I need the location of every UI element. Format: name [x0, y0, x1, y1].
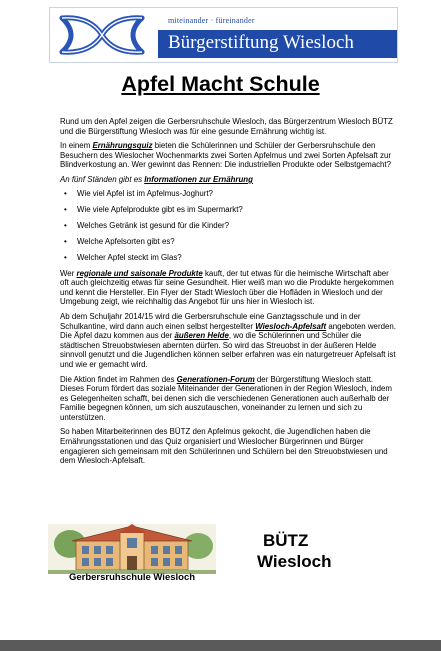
paragraph-forum [60, 375, 398, 423]
text-segment: Ab dem Schuljahr 2014/15 wird die Gerbersruhschule eine Ganztagsschule und in der Schulkantine, wird dann auch einen selbst hergestellter [60, 311, 361, 331]
bullet-glyph: • [64, 252, 67, 262]
question-text: Welche Apfelsorten gibt es? [77, 236, 175, 246]
bullet-glyph: • [64, 204, 67, 214]
list-item [64, 251, 398, 267]
emphasis-apfelsaft: Wiesloch-Apfelsaft [255, 321, 327, 331]
question-list [60, 187, 398, 267]
paragraph-schoolyear [60, 312, 398, 370]
text-segment: An fünf Ständen gibt es [60, 174, 145, 184]
bullet-glyph: • [64, 188, 67, 198]
butz-logo-text [257, 530, 357, 572]
list-item [64, 203, 398, 219]
list-item [64, 219, 398, 235]
emphasis-ernaehrungsquiz: Ernährungsquiz [92, 141, 153, 151]
text-segment: In einem [60, 141, 93, 151]
bullet-glyph: • [64, 236, 67, 246]
emphasis-regional: regionale und saisonale Produkte [76, 268, 203, 278]
text-segment: , wo die Schülerinnen und Schüler die städtischen Streuobstwiesen abernten dürfen. So wird das Streuobst in der äußeren Helde sinnvoll genutzt und die Jugendlichen können selber erfahren was ein naturgetreuer Apfelsaft ist und wie er gemacht wird. [60, 331, 396, 369]
paragraph-regional [60, 269, 398, 307]
list-item [64, 235, 398, 251]
butz-city: Wiesloch [257, 552, 332, 571]
text-segment: bieten die Schülerinnen und Schüler der Gerbersruhschule den Besuchern des Wieslocher Wochenmarkts zwei Sorten Apfelmus und zwei Sorten Apfelsaft zur Blindverkostung an. Wer gewinnt das Rennen: Die industriellen Produkte oder Selbstgemacht? [60, 141, 392, 170]
question-text: Welcher Apfel steckt im Glas? [77, 252, 182, 262]
text-segment: Die Aktion findet im Rahmen des [60, 374, 177, 384]
paragraph-quiz [60, 141, 398, 170]
text-segment: Wer [60, 268, 77, 278]
emphasis-generationen-forum: Generationen-Forum [176, 374, 255, 384]
question-text: Wie viele Apfelprodukte gibt es im Supermarkt? [77, 204, 243, 214]
banner-tagline: miteinander · füreinander [168, 16, 255, 25]
text-segment: der Bürgerstiftung Wiesloch statt. Dieses Forum fördert das soziale Miteinander der Generationen in der Region Wiesloch, indem es Gelegenheiten schafft, bei denen sich die verschiedenen Generationen auch außerhalb der Familie begegnen können, um sich auszutauschen, voneinander zu lernen und sich zu unterstützen. [60, 374, 393, 422]
paragraph-intro: Rund um den Apfel zeigen die Gerbersruhschule Wiesloch, das Bürgerzentrum Wiesloch BÜTZ und die Bürgerstiftung Wiesloch was für eine gesunde Ernährung wichtig ist. [60, 117, 393, 136]
page-title: Apfel Macht Schule [121, 72, 320, 96]
paragraph-stations [60, 175, 398, 185]
article-body [60, 117, 398, 471]
question-text: Welches Getränk ist gesund für die Kinder? [77, 220, 230, 230]
butz-name: BÜTZ [263, 531, 309, 550]
bullet-glyph: • [64, 220, 67, 230]
banner [49, 7, 398, 63]
list-item [64, 187, 398, 203]
viewer-bottom-bar [0, 640, 441, 651]
emphasis-aeussere-helde: äußeren Helde [174, 331, 229, 341]
emphasis-informationen: Informationen zur Ernährung [144, 174, 253, 184]
text-segment: angeboten werden. Die Äpfel dazu kommen aus der [60, 321, 396, 341]
school-caption: Gerbersruhschule Wiesloch [68, 572, 196, 583]
question-text: Wie viel Apfel ist im Apfelmus-Joghurt? [77, 188, 213, 198]
banner-brand-name: Bürgerstiftung Wiesloch [168, 32, 354, 53]
text-segment: kauft, der tut etwas für die heimische Wirtschaft aber oft auch gleichzeitig etwas für seine Gesundheit. Hier weiß man wo die Produkte hergekommen und kennt die Hersteller. Ein Flyer der Stadt Wiesloch über die Hofläden in Wiesloch und der Umgebung zeigt, wie reichhaltig das Angebot für uns hier in Wiesloch ist. [60, 268, 394, 307]
paragraph-closing: So haben Mitarbeiterinnen des BÜTZ den Apfelmus gekocht, die Jugendlichen haben die Ernährungsstationen und das Quiz organisiert und Wieslocher Bürgerinnen und Bürger engagieren sich gemeinsam mit den Schülerinnen und Schülern bei den Streuobstwiesen und dem Wiesloch-Apfelsaft. [60, 427, 388, 466]
interlocked-ribbon-logo-icon [50, 8, 158, 62]
